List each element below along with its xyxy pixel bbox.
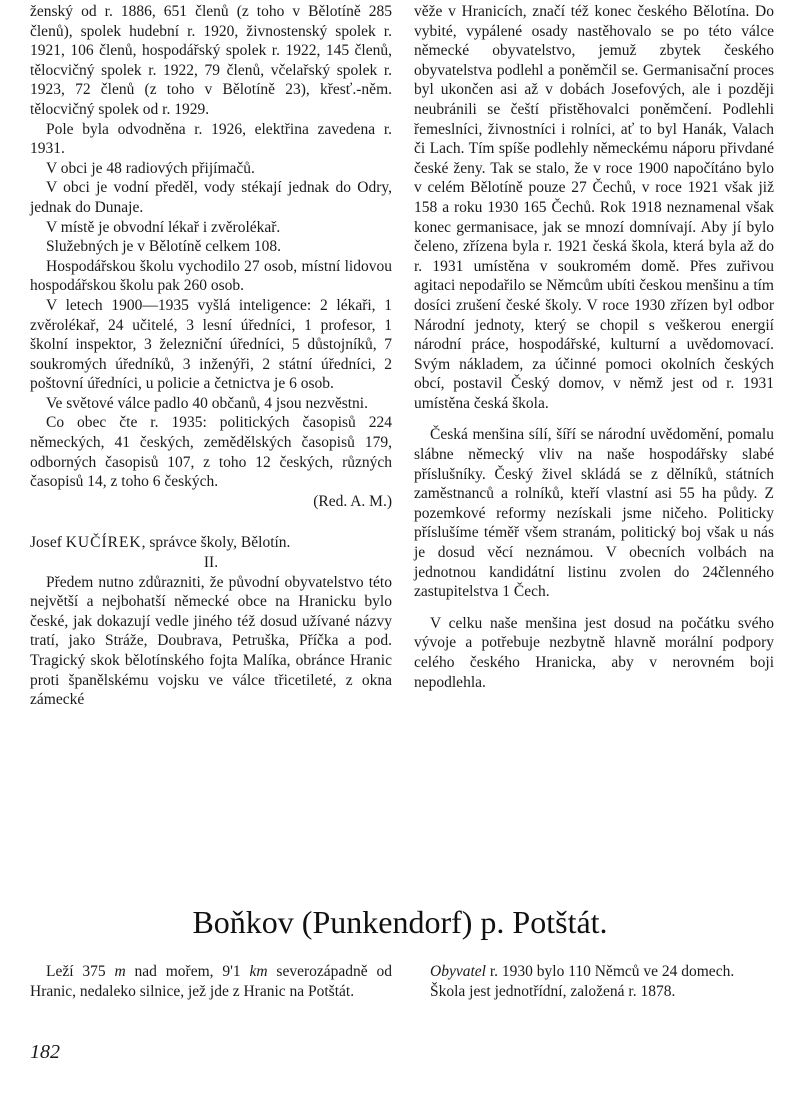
editor-signature: (Red. A. M.) bbox=[313, 492, 392, 510]
author-role: , správce školy, Bělotín. bbox=[141, 534, 291, 552]
author-first-name: Josef bbox=[30, 534, 62, 552]
paragraph: Služebných je v Bělotíně celkem 108. bbox=[46, 238, 282, 256]
author-last-name: KUČÍREK bbox=[65, 534, 142, 552]
paragraph: Škola jest jednotřídní, založená r. 1878. bbox=[430, 982, 676, 1000]
paragraph bbox=[30, 413, 392, 491]
unit-meters: m bbox=[114, 963, 126, 980]
paragraph: Pole byla odvodněna r. 1926, elektřina zavedena r. 1931. bbox=[30, 120, 392, 158]
section-number: II. bbox=[203, 554, 219, 572]
paragraph: ženský od r. 1886, 651 členů (z toho v Bělotíně 285 členů), spolek hudební r. 1920, živnostenský spolek r. 1921, 106 členů, hospodářský spolek r. 1922, 145 členů, tělocvičný spolek r. 1922, 79 členů, včelařský spolek r. 1923, 72 členů (z toho v Bělotíně 23), křesť.-něm. tělocvičný spolek od r. 1929. bbox=[30, 3, 392, 118]
bottom-right-column bbox=[414, 962, 774, 1001]
paragraph: věže v Hranicích, značí též konec českého Bělotína. Do vybité, vypálené osady nastěhovalo se po této válce německé obyvatelstvo, jemuž zbytek českého obyvatelstva podlehl a poněmčil se. Germanisační proces byl ukončen asi až v dobách Josefových, ale i později neubránili se čeští přistěhovalci poněmčení. Podlehli řemeslníci, živnostníci i rolníci, ať to byl Hanák, Valach či Lach. Tím spíše podlehly německému náporu přivdané české ženy. Tak se stalo, že v roce 1900 napočítáno bylo v celém Bělotíně pouze 27 Čechů, v roce 1921 však již 158 a roku 1930 165 Čechů. Rok 1918 neznamenal však konec germanisace, jak se mnozí domnívají. Aby jí bylo čeleno, zřízena byla r. 1921 česká škola, která byla až do r. 1931 umístěna v soukromém domě. Přes zuřivou agitaci nepodařilo se Němcům ubíti českou menšinu a tím dosíci zrušení české školy. V roce 1930 zřízen byl odbor Národní jednoty, který se chopil s veškerou energií národní práce, hospodářské, kulturní a uvědomovací. Svým nákladem, za účinné pomoci okolních českých obcí, postavil Český domov, v němž jest od r. 1931 umístěna česká škola. bbox=[414, 3, 774, 412]
left-column bbox=[30, 2, 392, 710]
unit-kilometers: km bbox=[249, 963, 268, 980]
population-label: Obyvatel bbox=[430, 963, 486, 980]
paragraph: V místě je obvodní lékař i zvěrolékař. bbox=[46, 218, 281, 236]
paragraph-text: Co obec čte r. 1935: politických časopisů 224 německých, 41 českých, zemědělských časopisů 179, odborných časopisů 107, z toho 12 českých, různých časopisů 14, z toho 6 českých. bbox=[30, 414, 392, 491]
paragraph: V obci je 48 radiových přijímačů. bbox=[46, 159, 255, 177]
bottom-left-column bbox=[30, 962, 392, 1001]
text-run: nad mořem, 9'1 bbox=[125, 963, 250, 980]
author-line bbox=[30, 533, 392, 553]
paragraph: V celku naše menšina jest dosud na počátku svého vývoje a potřebuje nezbytně hlavně morální podpory celého českého Hranicka, aby v nerovném boji nepodlehla. bbox=[414, 614, 774, 691]
paragraph bbox=[414, 962, 774, 982]
right-column bbox=[414, 2, 774, 692]
text-run: Leží 375 bbox=[46, 963, 115, 980]
section-title: Boňkov (Punkendorf) p. Potštát. bbox=[192, 904, 608, 940]
text-run: severozápadně od Hranic, nedaleko silnice, jež jde z Hranic na Potštát. bbox=[30, 963, 392, 1000]
paragraph: V letech 1900—1935 vyšlá inteligence: 2 lékaři, 1 zvěrolékař, 24 učitelé, 3 lesní úředníci, 1 profesor, 1 školní inspektor, 3 železniční úředníci, 5 důstojníků, 7 soukromých úředníků, 3 inženýři, 2 státní úředníci, 2 poštovní úředníci, u policie a četnictva je 6 osob. bbox=[30, 296, 392, 393]
paragraph: Hospodářskou školu vychodilo 27 osob, místní lidovou hospodářskou školu pak 260 osob. bbox=[30, 257, 392, 295]
text-run: r. 1930 bylo 110 Němců ve 24 domech. bbox=[485, 963, 735, 980]
paragraph: Ve světové válce padlo 40 občanů, 4 jsou nezvěstni. bbox=[46, 394, 368, 412]
paragraph: Česká menšina sílí, šíří se národní uvědomění, pomalu slábne německý vliv na naše hospodářsky slabé příslušníky. Český živel skládá se z dělníků, státních zaměstnanců a rolníků, kteří vlastní asi 55 ha půdy. Z pozemkové reformy nezískali jsme ničeho. Politicky příslušíme téměř všem stranám, politický boj však u nás je dosud věcí neznámou. V obecních volbách na jednotnou kandidátní listinu zvolen do 24členného zastupitelstva 1 Čech. bbox=[414, 426, 774, 601]
page-number: 182 bbox=[30, 1041, 60, 1063]
paragraph: V obci je vodní předěl, vody stékají jednak do Odry, jednak do Dunaje. bbox=[30, 179, 392, 216]
paragraph bbox=[30, 962, 392, 1001]
paragraph: Předem nutno zdůrazniti, že původní obyvatelstvo této největší a nejbohatší německé obce na Hranicku bylo české, jak dokazují vedle jiného též dosud užívané názvy tratí, jako Stráže, Doubrava, Petruška, Příčka a pod. Tragický skok bělotínského fojta Malíka, obránce Hranic proti španělskému vojsku ve válce třicetileté, z okna zámecké bbox=[30, 573, 392, 709]
